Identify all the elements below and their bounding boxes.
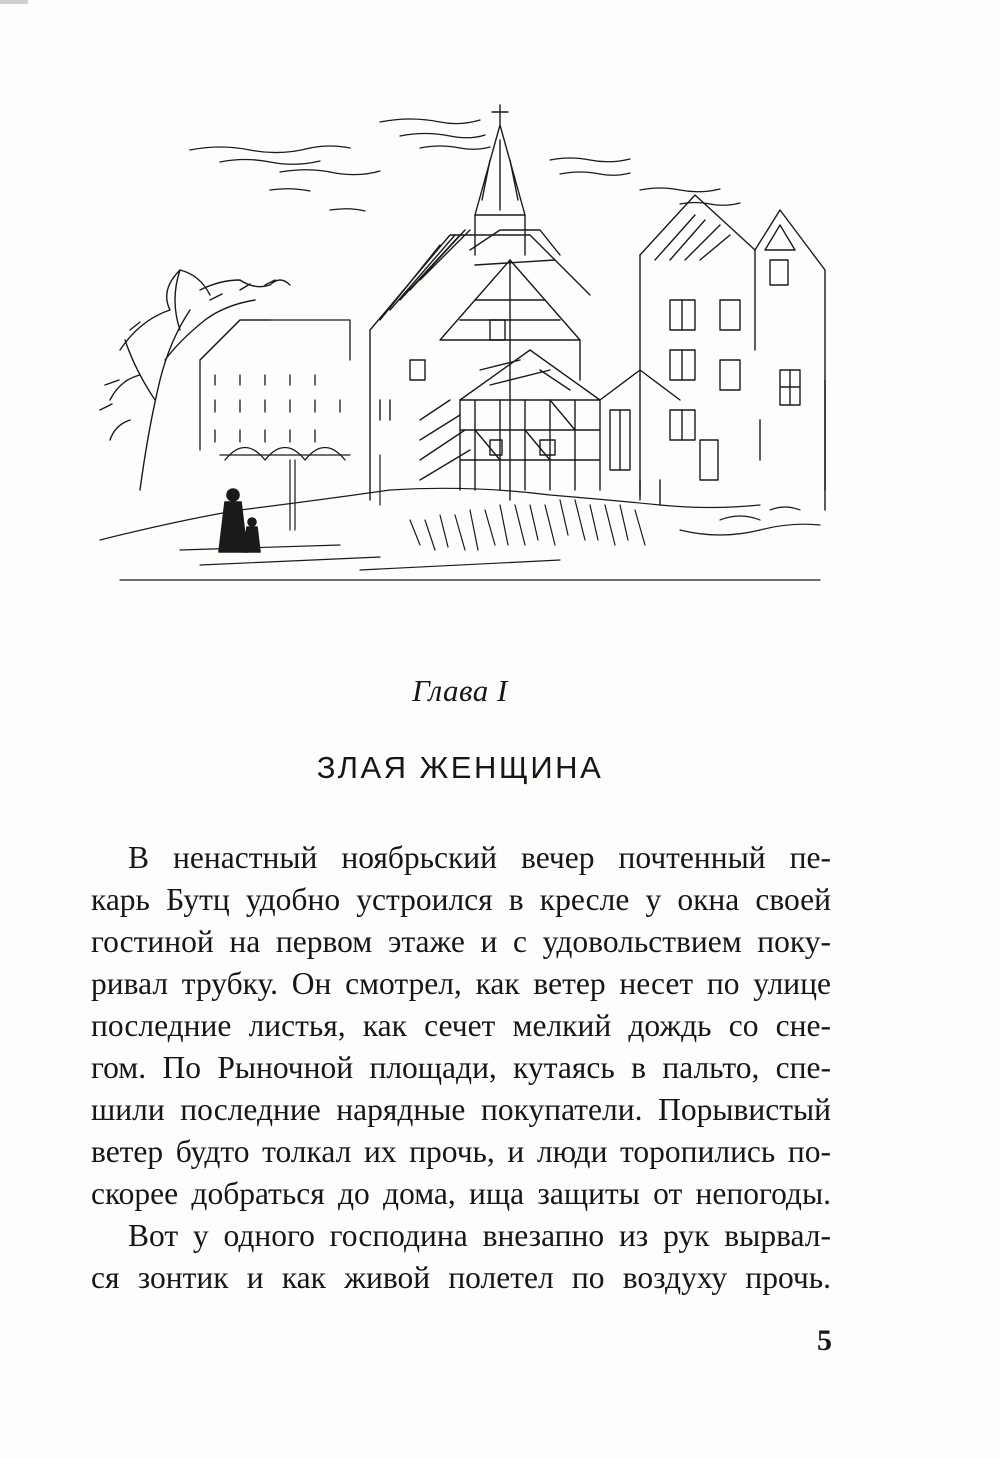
- central-houses: [370, 230, 600, 500]
- text-line: гостиной на первом этаже и с удовольствием поку-: [91, 924, 831, 959]
- page-number: 5: [817, 1324, 832, 1357]
- chapter-label: Глава I: [412, 673, 508, 708]
- town-illustration: [80, 100, 840, 600]
- text-line: последние листья, как сечет мелкий дождь со сне-: [91, 1008, 831, 1043]
- text-line: ветер будто толкал их прочь, и люди торопились по-: [91, 1134, 831, 1169]
- right-houses: [600, 195, 825, 510]
- text-line: гом. По Рыночной площади, кутаясь в пальто, спе-: [91, 1050, 831, 1085]
- text-line: ривал трубку. Он смотрел, как ветер несет по улице: [91, 966, 831, 1001]
- text-line: Вот у одного господина внезапно из рук вырвал-: [128, 1218, 831, 1253]
- text-line: В ненастный ноябрьский вечер почтенный пе-: [128, 840, 831, 875]
- text-line: ся зонтик и как живой полетел по воздуху прочь.: [91, 1260, 831, 1295]
- walking-figures: [219, 489, 260, 552]
- sky-hatching: [190, 119, 740, 211]
- left-tree: [100, 270, 290, 490]
- text-line: карь Бутц удобно устроился в кресле у окна своей: [91, 882, 831, 917]
- church-tower: [475, 105, 525, 255]
- text-line: шили последние нарядные покупатели. Порывистый: [91, 1092, 831, 1127]
- scan-corner-mark: [0, 0, 28, 4]
- left-building: [200, 320, 350, 460]
- chapter-title: ЗЛАЯ ЖЕНЩИНА: [316, 750, 604, 785]
- text-line: скорее добраться до дома, ища защиты от непогоды.: [91, 1176, 831, 1211]
